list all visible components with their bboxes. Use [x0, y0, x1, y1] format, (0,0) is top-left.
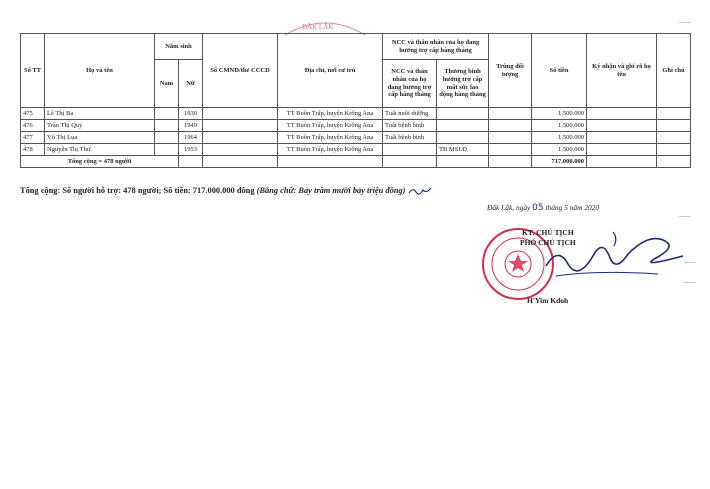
cell-ncc: Tuất bệnh binh — [383, 120, 437, 132]
place-date — [487, 203, 599, 213]
cell-id — [203, 120, 278, 132]
cell-address: TT Buôn Trấp, huyện Krông Ana — [278, 120, 383, 132]
cell-disabled: TB MSLĐ — [437, 144, 489, 156]
header-female: Nữ — [179, 60, 203, 108]
cell-disabled — [437, 108, 489, 120]
cell-male — [155, 108, 179, 120]
initials-mark — [408, 186, 432, 196]
cell-stt: 477 — [21, 132, 45, 144]
cell-disabled — [437, 120, 489, 132]
cell-name: Lê Thị Ba — [45, 108, 155, 120]
total-empty-6 — [489, 156, 532, 168]
date-prefix: Đắk Lắk, ngày — [487, 203, 533, 212]
cell-male — [155, 144, 179, 156]
header-male: Nam — [155, 60, 179, 108]
scan-mark — [679, 216, 691, 217]
cell-name: Nguyễn Thị Thư — [45, 144, 155, 156]
cell-stt: 478 — [21, 144, 45, 156]
header-name: Họ và tên — [45, 34, 155, 108]
total-empty-3 — [278, 156, 383, 168]
header-disabled: Thương binh hưởng trợ cấp mất sức lao động hàng tháng — [437, 60, 489, 108]
total-empty-5 — [437, 156, 489, 168]
total-empty-8 — [657, 156, 691, 168]
cell-amount: 1.500.000 — [532, 108, 587, 120]
date-month: 5 — [564, 203, 568, 212]
beneficiary-table — [20, 33, 691, 168]
cell-female: 1953 — [179, 144, 203, 156]
handwritten-signature — [538, 226, 688, 284]
signature-title-2: PHÓ CHỦ TỊCH — [520, 237, 576, 247]
header-stt: Số TT — [21, 34, 45, 108]
total-row — [21, 156, 691, 168]
date-suffix: năm 2020 — [567, 203, 600, 212]
total-empty-2 — [203, 156, 278, 168]
cell-address: TT Buôn Trấp, huyện Krông Ana — [278, 132, 383, 144]
scan-mark — [679, 22, 691, 23]
cell-overlap — [489, 120, 532, 132]
cell-sign — [587, 132, 657, 144]
cell-ncc: Tuất bệnh binh — [383, 132, 437, 144]
date-middle: tháng — [543, 203, 565, 212]
cell-female: 1949 — [179, 120, 203, 132]
signature-title-1: KT. CHỦ TỊCH — [522, 228, 574, 237]
signer-name: H'Yim Kdoh — [527, 296, 569, 305]
cell-name: Võ Thị Lụa — [45, 132, 155, 144]
summary-line — [20, 186, 432, 196]
header-address: Địa chỉ, nơi cư trú — [278, 34, 383, 108]
cell-amount: 1.500.000 — [532, 144, 587, 156]
summary-words: (Bằng chữ: Bảy trăm mười bảy triệu đồng) — [256, 186, 406, 195]
total-empty-1 — [179, 156, 203, 168]
cell-sign — [587, 120, 657, 132]
cell-overlap — [489, 144, 532, 156]
scan-mark — [684, 282, 696, 283]
cell-overlap — [489, 132, 532, 144]
cell-note — [657, 120, 691, 132]
header-ncc-relatives: NCC và thân nhân của họ đang hưởng trợ cấp hàng tháng — [383, 60, 437, 108]
summary-text: Tổng cộng: Số người hỗ trợ: 478 người; Số tiền: 717.000.000 đồng — [20, 186, 257, 195]
total-label: Tổng cộng = 478 người — [21, 156, 179, 168]
cell-id — [203, 132, 278, 144]
cell-id — [203, 144, 278, 156]
header-id-number: Số CMND/thẻ CCCD — [203, 34, 278, 108]
cell-sign — [587, 144, 657, 156]
scan-mark — [684, 262, 696, 263]
cell-male — [155, 132, 179, 144]
cell-note — [657, 108, 691, 120]
cell-female: 1930 — [179, 108, 203, 120]
cell-female: 1964 — [179, 132, 203, 144]
cell-ncc: Tuất nuôi dưỡng — [383, 108, 437, 120]
cell-male — [155, 120, 179, 132]
cell-note — [657, 144, 691, 156]
total-amount: 717.000.000 — [532, 156, 587, 168]
cell-disabled — [437, 132, 489, 144]
cell-stt: 476 — [21, 120, 45, 132]
cell-sign — [587, 108, 657, 120]
cell-note — [657, 132, 691, 144]
cell-address: TT Buôn Trấp, huyện Krông Ana — [278, 144, 383, 156]
cell-name: Trần Thị Quý — [45, 120, 155, 132]
cell-overlap — [489, 108, 532, 120]
header-note: Ghi chú — [657, 34, 691, 108]
total-empty-4 — [383, 156, 437, 168]
table-row — [21, 144, 691, 156]
header-overlap: Trùng đối tượng — [489, 34, 532, 108]
table-row — [21, 120, 691, 132]
top-stamp-text: ĐẮK LẮK — [302, 23, 334, 31]
cell-address: TT Buôn Trấp, huyện Krông Ana — [278, 108, 383, 120]
cell-ncc — [383, 144, 437, 156]
cell-amount: 1.500.000 — [532, 120, 587, 132]
table-row — [21, 108, 691, 120]
header-amount: Số tiền — [532, 34, 587, 108]
header-ncc-group: NCC và thân nhân của họ đang hưởng trợ cấp hàng tháng — [383, 34, 489, 60]
cell-id — [203, 108, 278, 120]
total-empty-7 — [587, 156, 657, 168]
cell-stt: 475 — [21, 108, 45, 120]
header-birth-year: Năm sinh — [155, 34, 203, 60]
header-signature: Ký nhận và ghi rõ họ tên — [587, 34, 657, 108]
cell-amount: 1.500.000 — [532, 132, 587, 144]
table-row — [21, 132, 691, 144]
date-day: 05 — [532, 203, 544, 213]
